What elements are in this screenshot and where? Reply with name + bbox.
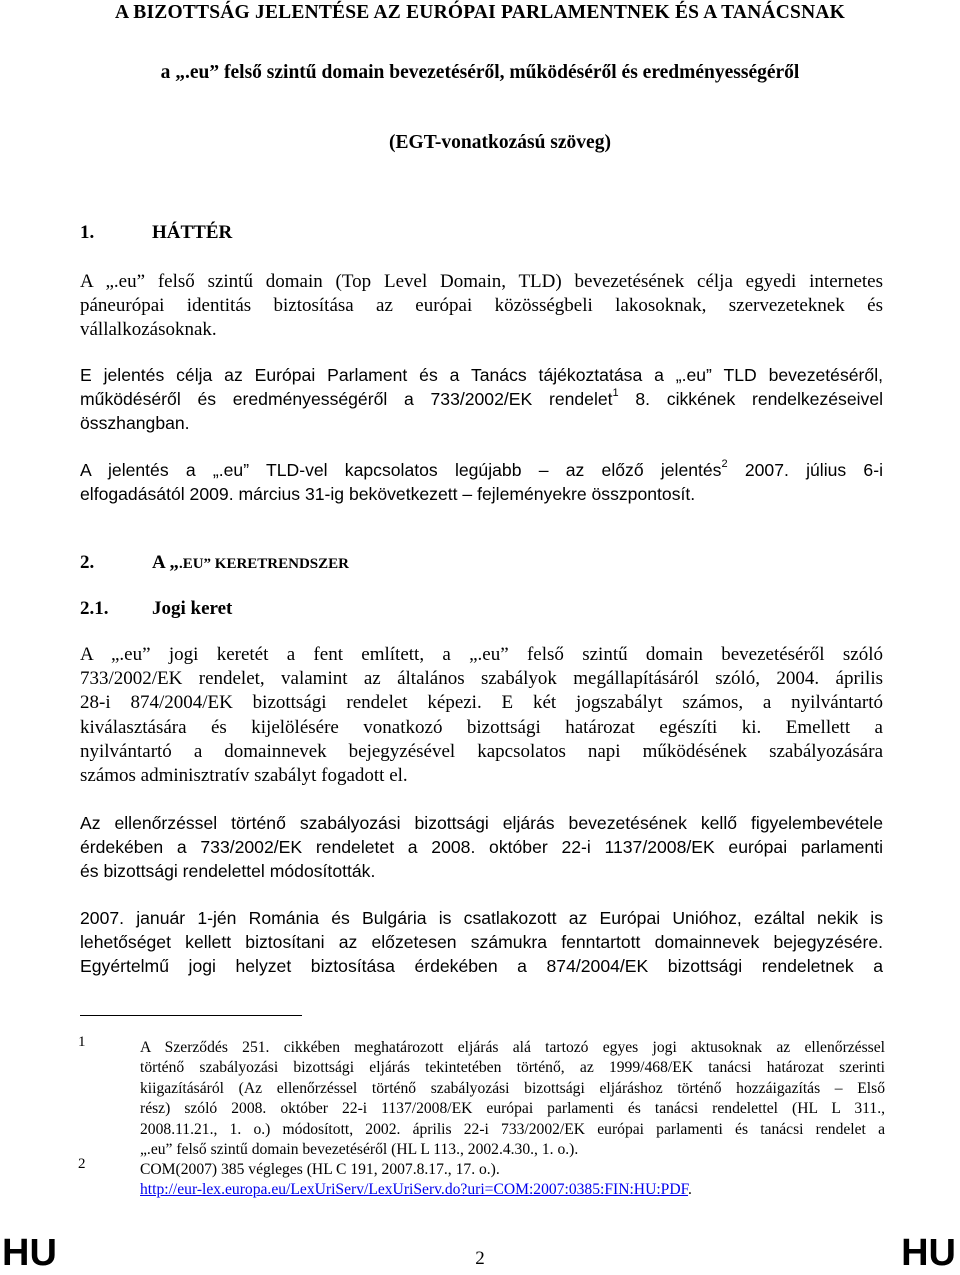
section-2-paragraph-3 bbox=[80, 906, 883, 979]
subsection-2-1-number: 2.1. bbox=[80, 598, 109, 619]
text-line: összhangban. bbox=[80, 413, 190, 434]
text-line: elfogadásától 2009. március 31-ig bekövetkezett – fejleményekre összpontosít. bbox=[80, 484, 696, 505]
text-line: A „.eu” jogi keretét a fent említett, a „.eu” felső szintű domain bevezetéséről szóló bbox=[80, 644, 883, 665]
footnote-line: COM(2007) 385 végleges (HL C 191, 2007.8.17., 17. o.). bbox=[140, 1161, 500, 1178]
text-line: A „.eu” felső szintű domain (Top Level Domain, TLD) bevezetésének célja egyedi internetes bbox=[80, 271, 883, 292]
text-line: páneurópai identitás biztosítása az európai közösségbeli lakosoknak, szervezeteknek és bbox=[80, 295, 883, 317]
eea-relevance-note: (EGT-vonatkozású szöveg) bbox=[389, 132, 611, 153]
text-line bbox=[80, 387, 883, 411]
section-1-paragraph-3 bbox=[80, 458, 883, 506]
text-line: nyilvántartó a domainnevek bejegyzésével kapcsolatos napi működésének szabályozására bbox=[80, 740, 883, 762]
footnote-line bbox=[140, 1180, 885, 1200]
footnote-line: kiigazításáról (Az ellenőrzéssel történő szabályozási bizottsági eljáráshoz történő hozzáigazítás – Első bbox=[140, 1079, 885, 1097]
text-fragment: A jelentés a „.eu” TLD-vel kapcsolatos legújabb – az előző jelentés bbox=[80, 460, 722, 480]
page-number: 2 bbox=[475, 1248, 485, 1269]
footnote-line: rész) szóló 2008. október 22-i 1137/2008/EK európai parlamenti és tanácsi rendelettel (HL L 311., bbox=[140, 1100, 885, 1118]
text-line: érdekében a 733/2002/EK rendeletet a 2008. október 22-i 1137/2008/EK európai parlamenti bbox=[80, 837, 883, 858]
section-2-number: 2. bbox=[80, 552, 95, 573]
text-line: kiválasztására és kijelölésére vonatkozó bizottsági határozat egészíti ki. Emellett a bbox=[80, 716, 883, 738]
footnote-2-text bbox=[140, 1160, 885, 1201]
text-line: E jelentés célja az Európai Parlament és a Tanács tájékoztatása a „.eu” TLD bevezetéséről, bbox=[80, 365, 883, 385]
document-title: A BIZOTTSÁG JELENTÉSE AZ EURÓPAI PARLAMENTNEK ÉS A TANÁCSNAK bbox=[114, 2, 846, 23]
section-1-paragraph-2 bbox=[80, 363, 883, 436]
text-line: 733/2002/EK rendelet, valamint az általános szabályok megállapításáról szóló, 2004. április bbox=[80, 668, 883, 690]
section-2-paragraph-2 bbox=[80, 811, 883, 884]
text-line: 28-i 874/2004/EK bizottsági rendelet képezi. E két jogszabályt számos, a nyilvántartó bbox=[80, 692, 883, 714]
text-fragment: 2007. július 6-i bbox=[727, 460, 883, 480]
footnote-line: történő szabályozási bizottsági eljárás tekintetében történő, az 1999/468/EK tanácsi határozat szerinti bbox=[140, 1059, 885, 1077]
footnote-line: 2008.11.21., 1. o.) módosított, 2002. április 22-i 733/2002/EK európai parlamenti és tanácsi rendelet a bbox=[140, 1120, 885, 1138]
footnote-1-number: 1 bbox=[78, 1034, 86, 1050]
section-1-paragraph-1 bbox=[80, 270, 883, 343]
section-2-paragraph-1 bbox=[80, 643, 883, 788]
text-line bbox=[80, 458, 883, 482]
document-subtitle: a „.eu” felső szintű domain bevezetéséről, működéséről és eredményességéről bbox=[160, 62, 800, 83]
footer-language-left: HU bbox=[2, 1232, 57, 1274]
eur-lex-link[interactable]: http://eur-lex.europa.eu/LexUriServ/LexUriServ.do?uri=COM:2007:0385:FIN:HU:PDF bbox=[140, 1181, 689, 1199]
title-fragment: ” KERETRENDSZER bbox=[203, 556, 349, 572]
footnote-separator bbox=[80, 1015, 302, 1016]
text-line: lehetőséget kellett biztosítani az előzetesen számukra fenntartott domainnevek bejegyzésére. bbox=[80, 932, 883, 953]
text-fragment: működéséről és eredményességéről a 733/2002/EK rendelet bbox=[80, 389, 613, 410]
text-line: vállalkozásoknak. bbox=[80, 319, 217, 341]
section-1-number: 1. bbox=[80, 222, 95, 243]
footnote-2-number: 2 bbox=[78, 1156, 86, 1172]
footnote-ref-1[interactable]: 1 bbox=[612, 387, 619, 400]
section-2-title bbox=[152, 552, 349, 574]
subsection-2-1-title: Jogi keret bbox=[152, 598, 233, 619]
footnote-1-text bbox=[140, 1038, 885, 1160]
footnote-line: A Szerződés 251. cikkében meghatározott eljárás alá tartozó egyes jogi aktusoknak az ellenőrzéssel bbox=[140, 1039, 885, 1056]
text-line: számos adminisztratív szabályt fogadott el. bbox=[80, 765, 408, 787]
section-1-title: HÁTTÉR bbox=[152, 222, 233, 243]
text-fragment: 8. cikkének rendelkezéseivel bbox=[618, 389, 884, 410]
title-fragment: .EU bbox=[178, 556, 204, 572]
title-fragment: A „ bbox=[152, 552, 179, 573]
text-line: Egyértelmű jogi helyzet biztosítása érdekében a 874/2004/EK bizottsági rendeletnek a bbox=[80, 956, 883, 977]
text-line: és bizottsági rendelettel módosították. bbox=[80, 861, 376, 882]
text-fragment: . bbox=[688, 1181, 692, 1199]
footnote-line: „.eu” felső szintű domain bevezetéséről (HL L 113., 2002.4.30., 1. o.). bbox=[140, 1141, 579, 1159]
text-line: Az ellenőrzéssel történő szabályozási bizottsági eljárás bevezetésének kellő figyelembevétele bbox=[80, 813, 883, 833]
text-line: 2007. január 1-jén Románia és Bulgária is csatlakozott az Európai Unióhoz, ezáltal nekik is bbox=[80, 908, 883, 928]
footer-language-right: HU bbox=[901, 1232, 956, 1274]
footnote-ref-2[interactable]: 2 bbox=[721, 458, 728, 471]
